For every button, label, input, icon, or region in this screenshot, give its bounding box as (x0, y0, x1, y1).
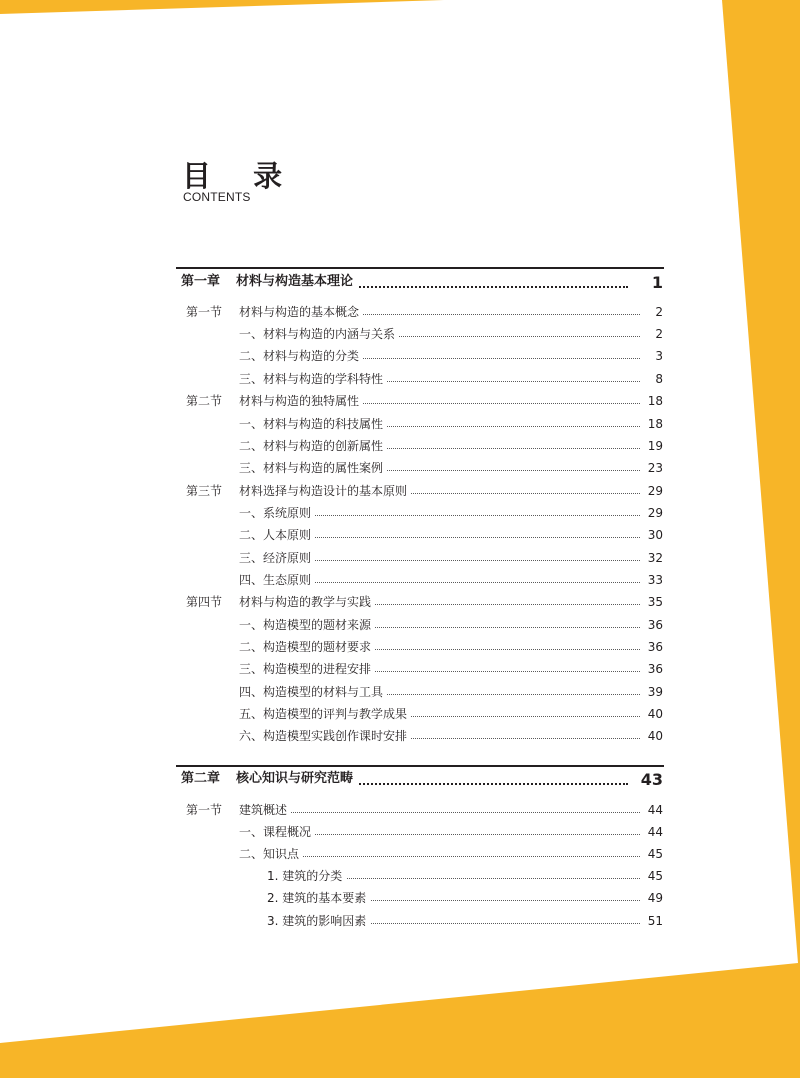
toc-page-number: 3 (652, 348, 663, 364)
toc-item-title: 三、材料与构造的属性案例 (239, 460, 387, 476)
toc-subitem-title: 3. 建筑的影响因素 (267, 913, 370, 929)
toc-page-number: 39 (645, 684, 663, 700)
toc-page-number: 36 (645, 617, 663, 633)
toc-item-title: 一、材料与构造的内涵与关系 (239, 326, 399, 342)
toc-section-row[interactable] (0, 593, 800, 611)
toc-item-row[interactable] (0, 459, 800, 477)
toc-section-row[interactable] (0, 801, 800, 819)
toc-chapter-row[interactable] (0, 274, 800, 292)
toc-section-row[interactable] (0, 482, 800, 500)
toc-section-label: 第二节 (186, 394, 223, 408)
toc-item-row[interactable] (0, 549, 800, 567)
toc-page-number: 51 (645, 913, 663, 929)
toc-section-label: 第四节 (186, 595, 223, 609)
toc-page-number: 32 (645, 550, 663, 566)
toc-page-number: 23 (645, 460, 663, 476)
toc-item-title: 五、构造模型的评判与教学成果 (239, 706, 411, 722)
toc-chapter-label: 第二章 (181, 771, 221, 786)
toc-item-row[interactable] (0, 638, 800, 656)
toc-page-number: 44 (645, 824, 663, 840)
toc-chapter-label: 第一章 (181, 274, 221, 289)
toc-item-title: 二、材料与构造的分类 (239, 348, 363, 364)
toc-item-title: 二、构造模型的题材要求 (239, 639, 375, 655)
toc-page-number: 18 (645, 416, 663, 432)
toc-item-row[interactable] (0, 705, 800, 723)
toc-item-row[interactable] (0, 616, 800, 634)
toc-page-number: 40 (645, 706, 663, 722)
toc-item-title: 六、构造模型实践创作课时安排 (239, 728, 411, 744)
toc-item-row[interactable] (0, 683, 800, 701)
toc-page-number: 8 (652, 371, 663, 387)
chapter-divider (176, 765, 664, 767)
toc-chapter-row[interactable] (0, 771, 800, 789)
toc-item-title: 二、人本原则 (239, 527, 315, 543)
toc-item-row[interactable] (0, 325, 800, 343)
toc-page-number: 44 (645, 802, 663, 818)
chapter-divider (176, 267, 664, 269)
toc-chapter-title: 材料与构造基本理论 (236, 274, 357, 290)
toc-item-title: 一、材料与构造的科技属性 (239, 416, 387, 432)
toc-page-number: 19 (645, 438, 663, 454)
toc-section-row[interactable] (0, 303, 800, 321)
toc-item-row[interactable] (0, 526, 800, 544)
toc-section-label: 第一节 (186, 305, 223, 319)
toc-page-number: 45 (645, 846, 663, 862)
toc-page-number: 18 (645, 393, 663, 409)
toc-item-row[interactable] (0, 437, 800, 455)
toc-item-title: 一、课程概况 (239, 824, 315, 840)
toc-subitem-title: 1. 建筑的分类 (267, 868, 346, 884)
toc-page-number: 30 (645, 527, 663, 543)
toc-item-row[interactable] (0, 823, 800, 841)
toc-subitem-row[interactable] (0, 867, 800, 885)
toc-item-row[interactable] (0, 415, 800, 433)
toc-page-number: 43 (638, 770, 663, 790)
toc-page-number: 29 (645, 505, 663, 521)
toc-page-number: 1 (649, 273, 663, 293)
toc-subitem-row[interactable] (0, 912, 800, 930)
toc-page-number: 45 (645, 868, 663, 884)
toc-page-number: 40 (645, 728, 663, 744)
toc-page-number: 2 (652, 326, 663, 342)
toc-item-title: 三、经济原则 (239, 550, 315, 566)
toc-subitem-row[interactable] (0, 889, 800, 907)
toc-section-title: 材料与构造的独特属性 (239, 393, 363, 409)
toc-section-title: 材料与构造的基本概念 (239, 304, 363, 320)
toc-item-row[interactable] (0, 727, 800, 745)
page-subtitle: CONTENTS (183, 190, 251, 204)
toc-section-row[interactable] (0, 392, 800, 410)
toc-page-number: 36 (645, 639, 663, 655)
toc-section-title: 材料选择与构造设计的基本原则 (239, 483, 411, 499)
toc-page-number: 2 (652, 304, 663, 320)
page-title: 目 录 (182, 159, 299, 193)
toc-page-number: 35 (645, 594, 663, 610)
toc-section-label: 第三节 (186, 484, 223, 498)
toc-subitem-title: 2. 建筑的基本要素 (267, 890, 370, 906)
toc-item-title: 三、构造模型的进程安排 (239, 661, 375, 677)
toc-chapter-title: 核心知识与研究范畴 (236, 771, 357, 787)
toc-page-number: 29 (645, 483, 663, 499)
toc-leader (239, 812, 640, 813)
toc-item-row[interactable] (0, 845, 800, 863)
toc-item-row[interactable] (0, 370, 800, 388)
toc-page-number: 49 (645, 890, 663, 906)
toc-item-title: 四、构造模型的材料与工具 (239, 684, 387, 700)
toc-item-row[interactable] (0, 347, 800, 365)
toc-section-label: 第一节 (186, 803, 223, 817)
toc-item-title: 四、生态原则 (239, 572, 315, 588)
toc-page-number: 33 (645, 572, 663, 588)
toc-item-title: 一、构造模型的题材来源 (239, 617, 375, 633)
toc-item-title: 一、系统原则 (239, 505, 315, 521)
toc-page-number: 36 (645, 661, 663, 677)
toc-item-row[interactable] (0, 571, 800, 589)
toc-section-title: 建筑概述 (239, 802, 291, 818)
toc-item-row[interactable] (0, 660, 800, 678)
toc-item-title: 三、材料与构造的学科特性 (239, 371, 387, 387)
toc-item-row[interactable] (0, 504, 800, 522)
toc-item-title: 二、知识点 (239, 846, 303, 862)
toc-item-title: 二、材料与构造的创新属性 (239, 438, 387, 454)
toc-section-title: 材料与构造的教学与实践 (239, 594, 375, 610)
